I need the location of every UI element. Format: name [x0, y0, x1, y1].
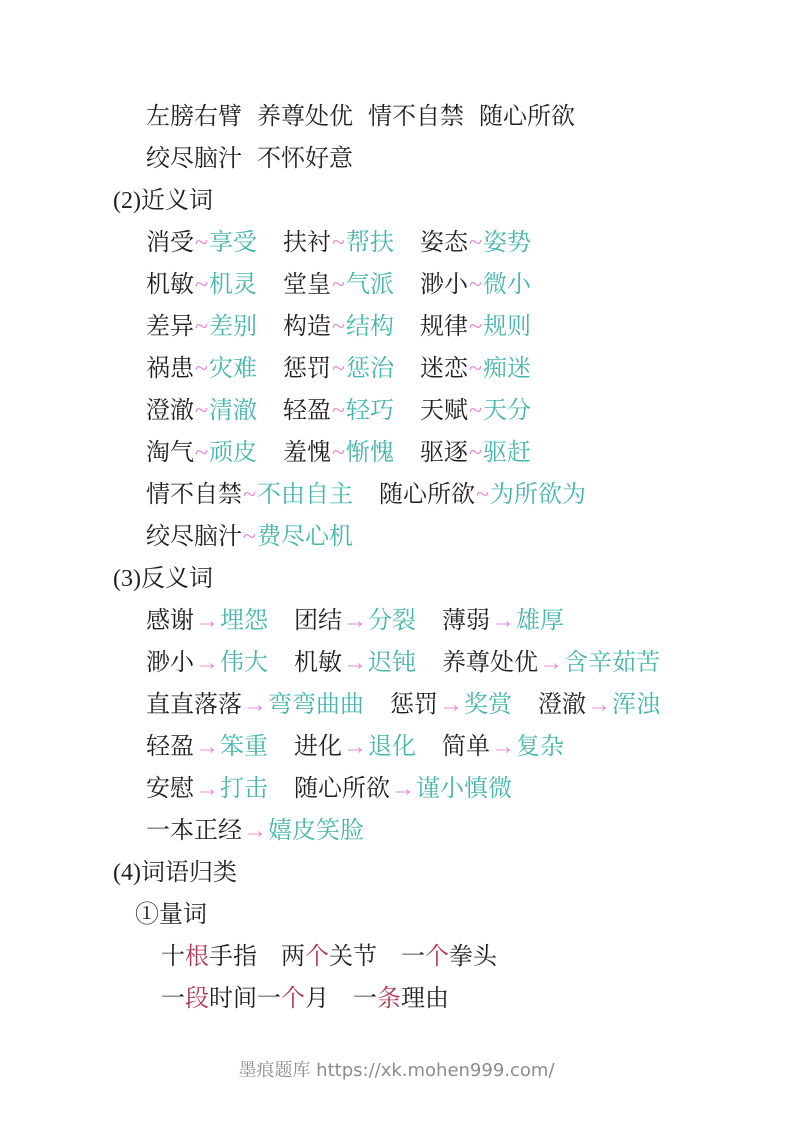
base-word: 澄澈: [146, 398, 194, 424]
synonym-pair: [146, 272, 257, 298]
antonym-pair: [146, 734, 268, 760]
tilde-separator: ~: [195, 398, 208, 424]
related-word: 伟大: [220, 650, 268, 676]
idiom-word: 情不自禁: [368, 104, 464, 130]
related-word: 分裂: [368, 608, 416, 634]
arrow-separator: →: [343, 650, 367, 676]
related-word: 痴迷: [482, 356, 531, 382]
antonym-pair: [442, 608, 564, 634]
related-word: 惩治: [345, 356, 394, 382]
related-word: 灾难: [208, 356, 257, 382]
antonym-pair: [442, 734, 564, 760]
tilde-separator: ~: [468, 272, 482, 298]
base-word: 规律: [419, 314, 468, 340]
arrow-separator: →: [491, 608, 515, 634]
arrow-separator: →: [587, 692, 611, 718]
base-word: 迷恋: [419, 356, 468, 382]
section-heading-text: ①量词: [135, 902, 207, 928]
antonym-pair: [146, 692, 364, 718]
antonym-pair: [538, 692, 660, 718]
base-word: 轻盈: [146, 734, 194, 760]
base-word: 羞愧: [282, 440, 331, 466]
base-word: 构造: [282, 314, 331, 340]
section-heading-text: (3)反义词: [113, 566, 213, 592]
measure-word-phrase: [161, 986, 329, 1012]
idiom-word: 不怀好意: [257, 146, 353, 172]
measure-word-char: 根: [185, 944, 209, 970]
base-word: 轻盈: [282, 398, 331, 424]
pairs-line: [0, 516, 793, 558]
tilde-separator: ~: [243, 524, 256, 550]
synonym-pair: [146, 524, 353, 550]
phrases-line: [0, 978, 793, 1020]
base-word: 渺小: [146, 650, 194, 676]
antonym-pair: [442, 650, 660, 676]
tilde-separator: ~: [468, 440, 482, 466]
base-word: 安慰: [146, 776, 194, 802]
pairs-line: [0, 390, 793, 432]
base-word: 进化: [294, 734, 342, 760]
base-word: 机敏: [294, 650, 342, 676]
tilde-separator: ~: [468, 398, 482, 424]
related-word: 退化: [368, 734, 416, 760]
base-word: 澄澈: [538, 692, 586, 718]
base-word: 淘气: [146, 440, 194, 466]
related-word: 奖赏: [464, 692, 512, 718]
related-word: 享受: [208, 230, 257, 256]
antonym-pair: [294, 608, 416, 634]
related-word: 复杂: [516, 734, 564, 760]
synonym-pair: [379, 482, 586, 508]
base-word: 差异: [146, 314, 194, 340]
synonym-pair: [146, 398, 257, 424]
phrases-line: [0, 936, 793, 978]
arrow-separator: →: [343, 734, 367, 760]
pairs-line: [0, 642, 793, 684]
tilde-separator: ~: [468, 230, 482, 256]
related-word: 弯弯曲曲: [268, 692, 364, 718]
base-word: 养尊处优: [442, 650, 538, 676]
pairs-line: [0, 474, 793, 516]
base-word: 祸患: [146, 356, 194, 382]
related-word: 谨小慎微: [416, 776, 512, 802]
base-word: 驱逐: [419, 440, 468, 466]
heading-line: [0, 180, 793, 222]
arrow-separator: →: [439, 692, 463, 718]
phrase-text: 一: [353, 986, 377, 1012]
phrase-text: 时间一: [209, 986, 281, 1012]
synonym-pair: [283, 398, 394, 424]
synonym-pair: [420, 230, 531, 256]
tilde-separator: ~: [331, 230, 345, 256]
arrow-separator: →: [343, 608, 367, 634]
measure-word-phrase: [161, 944, 257, 970]
arrow-separator: →: [539, 650, 563, 676]
antonym-pair: [146, 818, 364, 844]
words-line: [0, 138, 793, 180]
related-word: 差别: [208, 314, 257, 340]
idiom-word: 随心所欲: [479, 104, 575, 130]
section-heading-text: (2)近义词: [113, 188, 213, 214]
base-word: 扶衬: [282, 230, 331, 256]
antonym-pair: [146, 650, 268, 676]
tilde-separator: ~: [475, 482, 489, 508]
related-word: 帮扶: [345, 230, 394, 256]
arrow-separator: →: [195, 734, 219, 760]
synonym-pair: [283, 314, 394, 340]
synonym-pair: [420, 440, 531, 466]
section-heading-text: (4)词语归类: [113, 860, 237, 886]
pairs-line: [0, 264, 793, 306]
base-word: 感谢: [146, 608, 194, 634]
phrase-text: 月: [305, 986, 329, 1012]
tilde-separator: ~: [195, 356, 208, 382]
synonym-pair: [146, 314, 257, 340]
measure-word-phrase: [281, 944, 377, 970]
base-word: 姿态: [419, 230, 468, 256]
subheading-line: [0, 894, 793, 936]
measure-word-char: 个: [425, 944, 449, 970]
base-word: 惩罚: [390, 692, 438, 718]
synonym-pair: [420, 314, 531, 340]
base-word: 团结: [294, 608, 342, 634]
pairs-line: [0, 348, 793, 390]
related-word: 结构: [345, 314, 394, 340]
base-word: 一本正经: [146, 818, 242, 844]
arrow-separator: →: [391, 776, 415, 802]
idiom-word: 绞尽脑汁: [146, 146, 242, 172]
phrase-text: 一: [401, 944, 425, 970]
pairs-line: [0, 222, 793, 264]
synonym-pair: [283, 230, 394, 256]
synonym-pair: [420, 398, 531, 424]
synonym-pair: [146, 440, 257, 466]
tilde-separator: ~: [195, 314, 208, 340]
antonym-pair: [146, 776, 268, 802]
tilde-separator: ~: [195, 440, 208, 466]
synonym-pair: [420, 356, 531, 382]
synonym-pair: [146, 356, 257, 382]
related-word: 笨重: [220, 734, 268, 760]
measure-word-char: 个: [281, 986, 305, 1012]
related-word: 含辛茹苦: [564, 650, 660, 676]
related-word: 清澈: [208, 398, 257, 424]
related-word: 雄厚: [516, 608, 564, 634]
related-word: 埋怨: [220, 608, 268, 634]
tilde-separator: ~: [331, 314, 345, 340]
tilde-separator: ~: [468, 314, 482, 340]
related-word: 规则: [482, 314, 531, 340]
pairs-line: [0, 600, 793, 642]
base-word: 渺小: [419, 272, 468, 298]
related-word: 顽皮: [208, 440, 257, 466]
related-word: 为所欲为: [489, 482, 586, 508]
base-word: 机敏: [146, 272, 194, 298]
measure-word-phrase: [401, 944, 497, 970]
synonym-pair: [420, 272, 531, 298]
tilde-separator: ~: [468, 356, 482, 382]
synonym-pair: [283, 272, 394, 298]
phrase-text: 关节: [329, 944, 377, 970]
base-word: 惩罚: [282, 356, 331, 382]
related-word: 气派: [345, 272, 394, 298]
antonym-pair: [294, 650, 416, 676]
related-word: 微小: [482, 272, 531, 298]
measure-word-char: 个: [305, 944, 329, 970]
footer-watermark: 墨痕题库 https://xk.mohen999.com/: [238, 1060, 555, 1081]
pairs-line: [0, 726, 793, 768]
tilde-separator: ~: [331, 272, 345, 298]
arrow-separator: →: [195, 776, 219, 802]
phrase-text: 手指: [209, 944, 257, 970]
base-word: 情不自禁: [146, 482, 242, 508]
base-word: 直直落落: [146, 692, 242, 718]
antonym-pair: [294, 734, 416, 760]
tilde-separator: ~: [331, 398, 345, 424]
measure-word-char: 段: [185, 986, 209, 1012]
measure-word-phrase: [353, 986, 449, 1012]
tilde-separator: ~: [331, 356, 345, 382]
base-word: 薄弱: [442, 608, 490, 634]
base-word: 随心所欲: [378, 482, 475, 508]
phrase-text: 一: [161, 986, 185, 1012]
arrow-separator: →: [243, 818, 267, 844]
phrase-text: 理由: [401, 986, 449, 1012]
related-word: 迟钝: [368, 650, 416, 676]
synonym-pair: [283, 440, 394, 466]
base-word: 绞尽脑汁: [146, 524, 242, 550]
pairs-line: [0, 684, 793, 726]
related-word: 惭愧: [345, 440, 394, 466]
related-word: 轻巧: [345, 398, 394, 424]
tilde-separator: ~: [195, 272, 208, 298]
related-word: 不由自主: [256, 482, 353, 508]
tilde-separator: ~: [195, 230, 208, 256]
antonym-pair: [294, 776, 512, 802]
heading-line: [0, 852, 793, 894]
pairs-line: [0, 768, 793, 810]
pairs-line: [0, 306, 793, 348]
phrase-text: 两: [281, 944, 305, 970]
base-word: 消受: [146, 230, 194, 256]
related-word: 浑浊: [612, 692, 660, 718]
related-word: 天分: [482, 398, 531, 424]
pairs-line: [0, 810, 793, 852]
related-word: 嬉皮笑脸: [268, 818, 364, 844]
base-word: 随心所欲: [294, 776, 390, 802]
antonym-pair: [390, 692, 512, 718]
synonym-pair: [283, 356, 394, 382]
pairs-line: [0, 432, 793, 474]
tilde-separator: ~: [331, 440, 345, 466]
phrase-text: 拳头: [449, 944, 497, 970]
idiom-word: 左膀右臂: [146, 104, 242, 130]
idiom-word: 养尊处优: [257, 104, 353, 130]
related-word: 驱赶: [482, 440, 531, 466]
tilde-separator: ~: [243, 482, 256, 508]
arrow-separator: →: [243, 692, 267, 718]
arrow-separator: →: [195, 608, 219, 634]
related-word: 打击: [220, 776, 268, 802]
related-word: 费尽心机: [256, 524, 353, 550]
base-word: 简单: [442, 734, 490, 760]
related-word: 机灵: [208, 272, 257, 298]
synonym-pair: [146, 482, 353, 508]
words-line: [0, 96, 793, 138]
antonym-pair: [146, 608, 268, 634]
related-word: 姿势: [482, 230, 531, 256]
base-word: 天赋: [419, 398, 468, 424]
phrase-text: 十: [161, 944, 185, 970]
arrow-separator: →: [195, 650, 219, 676]
heading-line: [0, 558, 793, 600]
measure-word-char: 条: [377, 986, 401, 1012]
base-word: 堂皇: [282, 272, 331, 298]
arrow-separator: →: [491, 734, 515, 760]
synonym-pair: [146, 230, 257, 256]
